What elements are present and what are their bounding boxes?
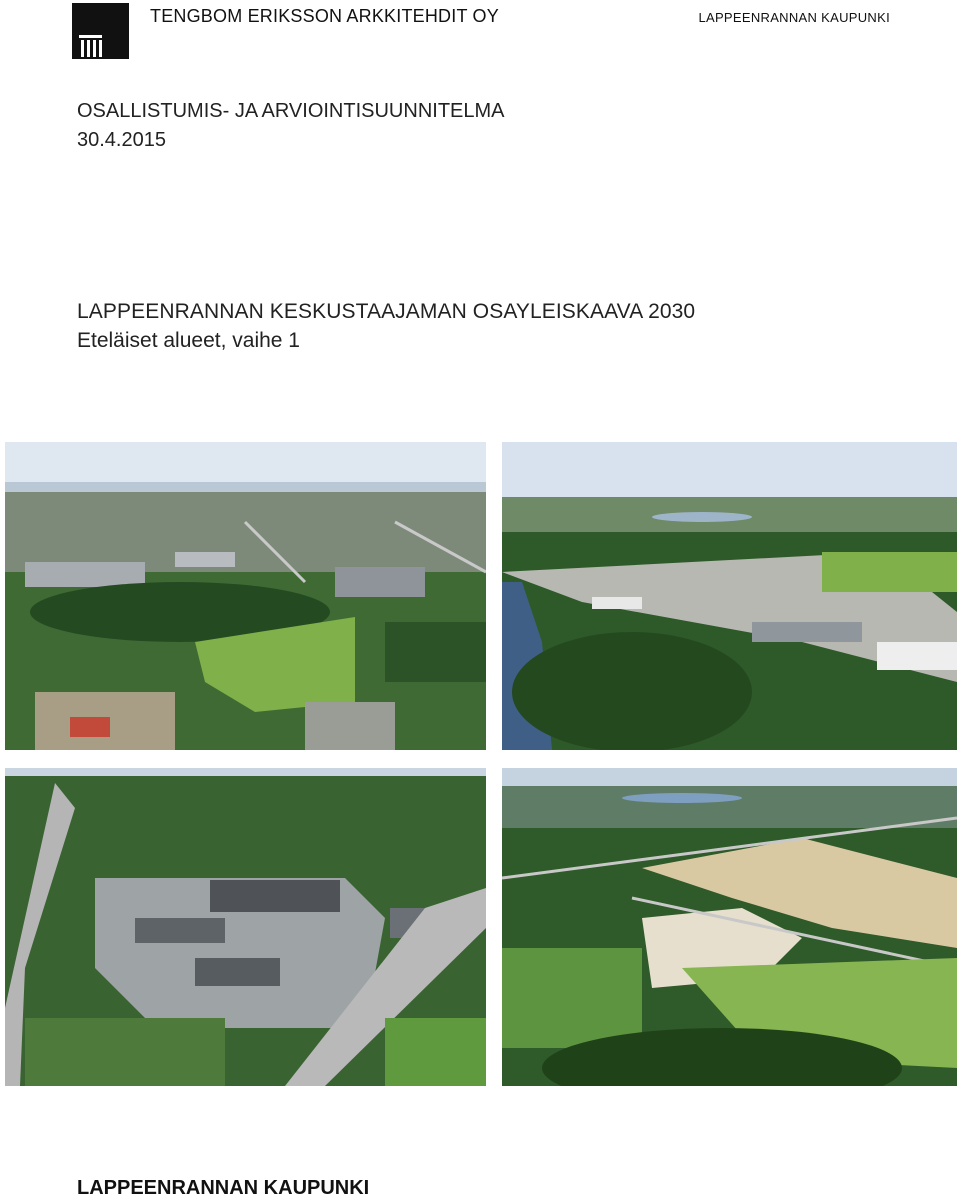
- document-type: OSALLISTUMIS- JA ARVIOINTISUUNNITELMA: [77, 100, 505, 122]
- aerial-photo-canal-warehouses: [502, 442, 957, 750]
- aerial-photo-construction-site: [502, 768, 957, 1086]
- aerial-photo-commercial-highway: [5, 768, 486, 1086]
- plan-subtitle: Eteläiset alueet, vaihe 1: [77, 329, 300, 352]
- aerial-photo-industrial-area: [5, 442, 486, 750]
- publisher-name: LAPPEENRANNAN KAUPUNKI: [77, 1177, 370, 1199]
- plan-title: LAPPEENRANNAN KESKUSTAAJAMAN OSAYLEISKAAVA 2030: [77, 300, 696, 323]
- firm-name: TENGBOM ERIKSSON ARKKITEHDIT OY: [150, 6, 499, 26]
- client-name: LAPPEENRANNAN KAUPUNKI: [698, 10, 890, 25]
- tengbom-logo-icon: [72, 3, 129, 59]
- document-date: 30.4.2015: [77, 129, 166, 151]
